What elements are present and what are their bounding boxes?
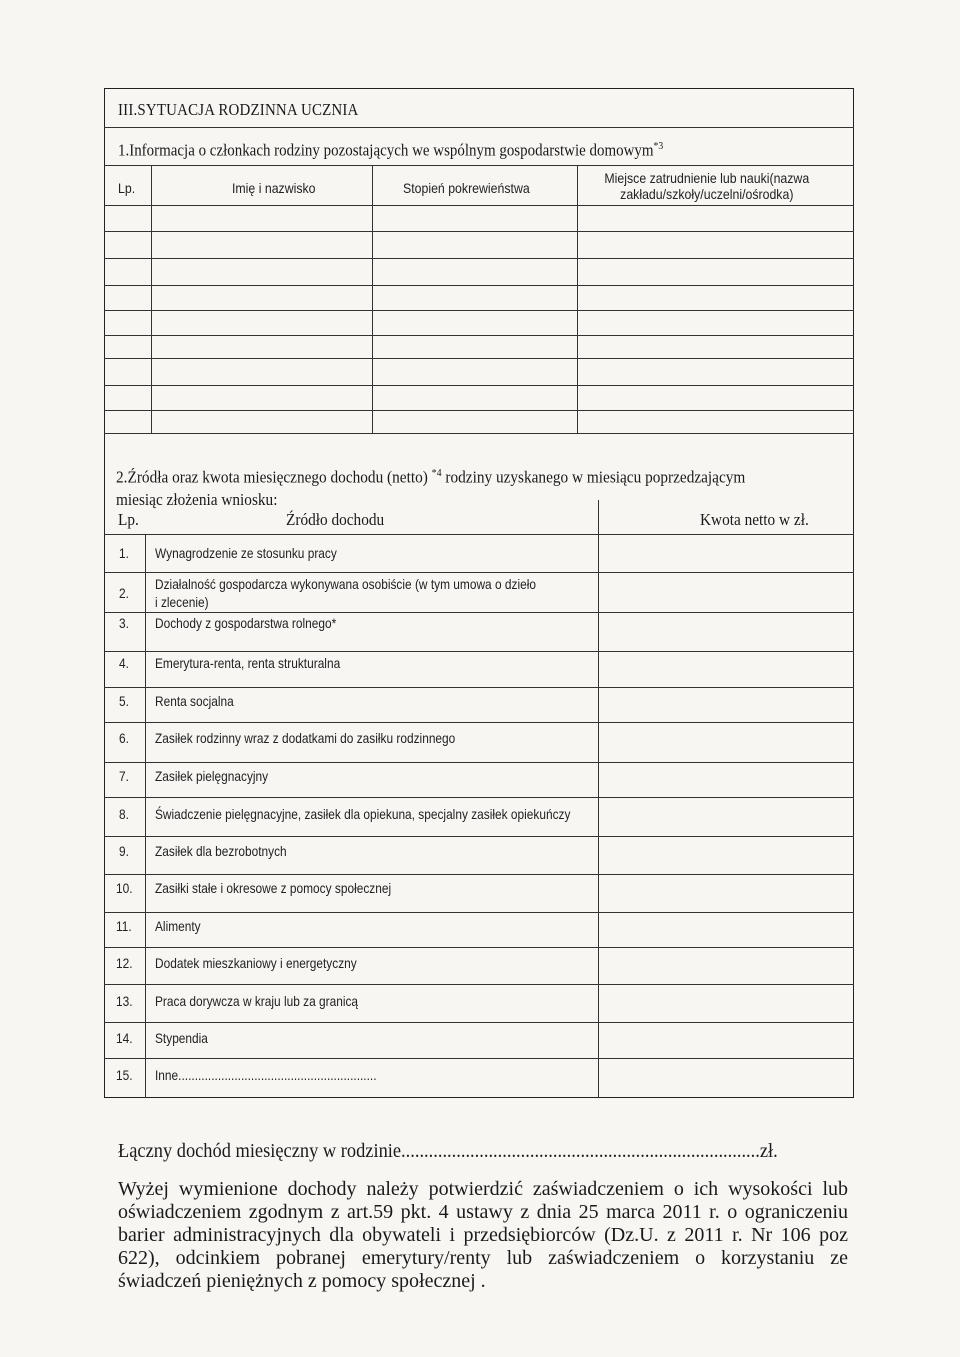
- income-row-label: Renta socjalna: [155, 693, 234, 709]
- income-row-label: Zasiłek dla bezrobotnych: [155, 843, 287, 859]
- income-row-number: 2.: [119, 585, 129, 601]
- income-row-number: 1.: [119, 545, 129, 561]
- household-row: [104, 385, 854, 386]
- household-row: [104, 358, 854, 359]
- income-row-number: 5.: [119, 693, 129, 709]
- household-row: [104, 258, 854, 259]
- income-row-label: Dodatek mieszkaniowy i energetyczny: [155, 955, 357, 971]
- income-row-number: 3.: [119, 615, 129, 631]
- income-heading: [116, 462, 782, 511]
- divider: [104, 165, 854, 166]
- income-row-number: 6.: [119, 730, 129, 746]
- income-row-number: 9.: [119, 843, 129, 859]
- income-col-lp: Lp.: [118, 510, 139, 529]
- income-row-label: Alimenty: [155, 918, 201, 934]
- income-row-number: 7.: [119, 768, 129, 784]
- income-row-number: 15.: [116, 1067, 133, 1083]
- household-row: [104, 231, 854, 232]
- income-row-number: 4.: [119, 655, 129, 671]
- section-title: III.SYTUACJA RODZINNA UCZNIA: [118, 100, 359, 119]
- household-col-lp: Lp.: [118, 180, 136, 196]
- income-row-label: Zasiłek rodzinny wraz z dodatkami do zasiłku rodzinnego: [155, 730, 456, 746]
- income-col-source: Źródło dochodu: [286, 510, 385, 529]
- income-footnote: *4: [431, 467, 442, 479]
- divider: [104, 534, 854, 535]
- income-row-number: 8.: [119, 806, 129, 822]
- income-row-number: 13.: [116, 993, 133, 1009]
- income-row-divider: [104, 1022, 854, 1023]
- household-col-relation: Stopień pokrewieństwa: [403, 180, 530, 196]
- income-row-label: Emerytura-renta, renta strukturalna: [155, 655, 341, 671]
- divider: [598, 500, 599, 1098]
- income-row-divider: [104, 1058, 854, 1059]
- divider: [145, 534, 146, 1098]
- income-heading-part1: 2.Źródła oraz kwota miesięcznego dochodu (netto): [116, 467, 428, 487]
- income-row-divider: [104, 947, 854, 948]
- income-row-number: 10.: [116, 880, 133, 896]
- household-col-workplace: Miejsce zatrudnienie lub nauki(nazwa zakładu/szkoły/uczelni/ośrodka): [604, 170, 810, 202]
- income-row-label: Świadczenie pielęgnacyjne, zasiłek dla opiekuna, specjalny zasiłek opiekuńczy: [155, 806, 571, 822]
- income-row-divider: [104, 612, 854, 613]
- income-row-label: Stypendia: [155, 1030, 208, 1046]
- income-row-label: Inne............................................................: [155, 1067, 377, 1083]
- divider: [104, 127, 854, 128]
- income-row-divider: [104, 874, 854, 875]
- income-row-number: 11.: [116, 918, 132, 934]
- income-row-label: Praca dorywcza w kraju lub za granicą: [155, 993, 359, 1009]
- household-row: [104, 335, 854, 336]
- income-col-amount: Kwota netto w zł.: [700, 510, 809, 529]
- income-row-divider: [104, 797, 854, 798]
- income-row-label: Wynagrodzenie ze stosunku pracy: [155, 545, 337, 561]
- income-row-divider: [104, 722, 854, 723]
- household-row: [104, 310, 854, 311]
- documentation-note: Wyżej wymienione dochody należy potwierdzić zaświadczeniem o ich wysokości lub oświadczeniem zgodnym z art.59 pkt. 4 ustawy z dnia 25 marca 2011 r. o ograniczeniu barier administracyjnych dla obywateli i przedsiębiorców (Dz.U. z 2011 r. Nr 106 poz 622), odcinkiem pobranej emerytury/renty lub zaświadczeniem o korzystaniu ze świadczeń pieniężnych z pomocy społecznej .: [118, 1178, 848, 1292]
- income-row-label: Dochody z gospodarstwa rolnego*: [155, 615, 337, 631]
- income-row-number: 12.: [116, 955, 133, 971]
- income-row-label: Działalność gospodarcza wykonywana osobiście (w tym umowa o dzieło i zlecenie): [155, 576, 536, 610]
- income-row-number: 14.: [116, 1030, 133, 1046]
- income-heading-part2: rodziny uzyskanego w miesiącu poprzedzającym miesiąc złożenia wniosku:: [116, 467, 746, 509]
- income-row-divider: [104, 836, 854, 837]
- income-row-divider: [104, 762, 854, 763]
- income-row-divider: [104, 912, 854, 913]
- household-row: [104, 410, 854, 411]
- income-row-divider: [104, 984, 854, 985]
- household-row: [104, 433, 854, 434]
- total-income-line: Łączny dochód miesięczny w rodzinie..............................................................................zł.: [118, 1140, 778, 1162]
- household-title-text: 1.Informacja o członkach rodziny pozostających we wspólnym gospodarstwie domowym: [118, 140, 654, 160]
- income-row-label: Zasiłek pielęgnacyjny: [155, 768, 269, 784]
- household-footnote: *3: [653, 140, 664, 152]
- income-row-divider: [104, 572, 854, 573]
- income-row-divider: [104, 651, 854, 652]
- income-row-divider: [104, 687, 854, 688]
- household-title: [118, 140, 663, 161]
- household-row: [104, 205, 854, 206]
- income-row-label: Zasiłki stałe i okresowe z pomocy społecznej: [155, 880, 392, 896]
- household-col-name: Imię i nazwisko: [232, 180, 316, 196]
- household-row: [104, 285, 854, 286]
